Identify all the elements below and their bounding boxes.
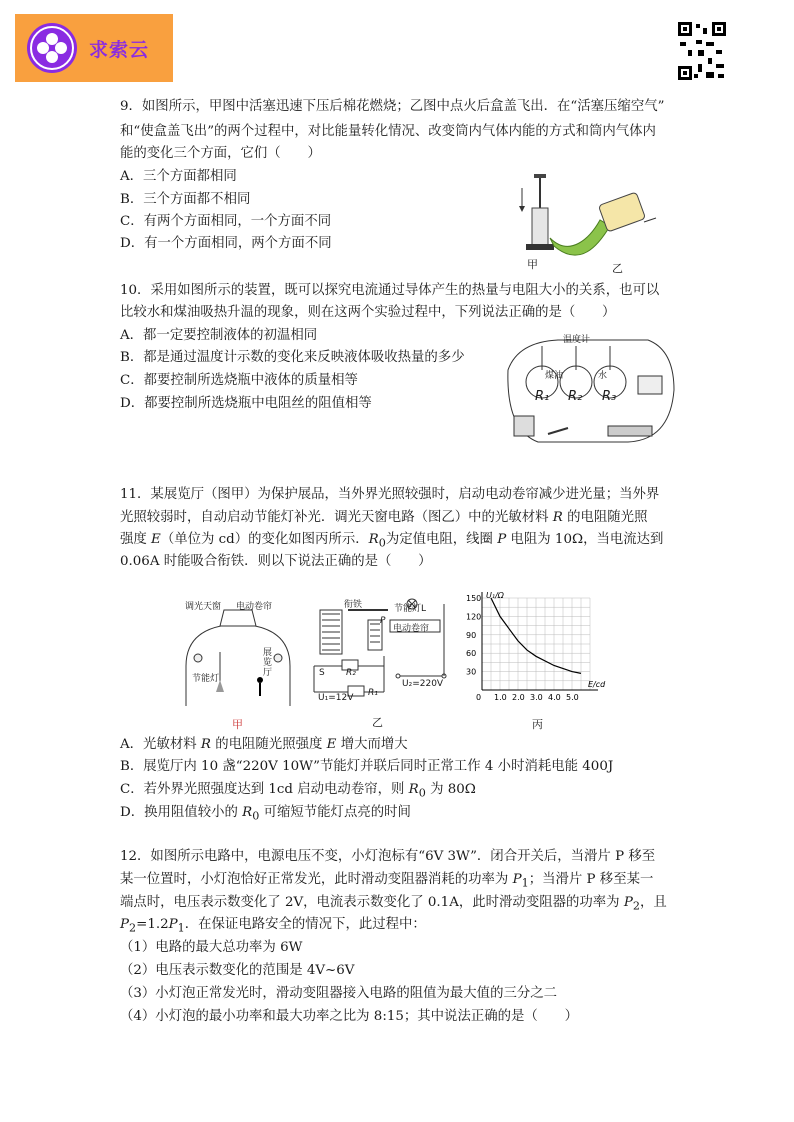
x-tick-label: 3.0: [530, 693, 543, 702]
q9-option-d: D．有一个方面相同，两个方面不同: [120, 236, 332, 251]
q11-yi-u2: U₂=220V: [402, 679, 444, 689]
q12-stem-line2: 某一位置时，小灯泡恰好正常发光，此时滑动变阻器消耗的功率为 $P_1$；当滑片 P 移至某一: [120, 872, 654, 890]
q11-figure-yi: [308, 596, 448, 708]
y-axis-label: U₁/Ω: [486, 591, 504, 600]
q10-option-b: B．都是通过温度计示数的变化来反映液体吸收热量的多少: [120, 350, 465, 365]
q11-chart-bing: [458, 590, 618, 714]
q10-figure: [498, 330, 678, 450]
q11-jia-hall: 展览厅: [263, 648, 273, 678]
q11-yi-armature: 衔铁: [344, 600, 363, 610]
q12-item-2: （2）电压表示数变化的范围是 4V~6V: [120, 963, 355, 978]
x-tick-label: 2.0: [512, 693, 525, 702]
brand-name: 求索云: [89, 39, 150, 61]
q11-option-b: B．展览厅内 10 盏“220V 10W”节能灯并联后同时正常工作 4 小时消耗电能 400J: [120, 759, 614, 774]
q12-stem-line3: 端点时，电压表示数变化了 2V，电流表示数变化了 0.1A，此时滑动变阻器的功率为 $P_2$，且: [120, 895, 667, 913]
q11-jia-curtain: 电动卷帘: [236, 602, 273, 612]
q9-fig-label-jia: 甲: [527, 258, 538, 271]
q11-yi-s: S: [319, 668, 325, 678]
q11-stem-line2: 光照较弱时，自动启动节能灯补光．调光天窗电路（图乙）中的光敏材料 R 的电阻随光照: [120, 510, 648, 525]
q10-stem-line2: 比较水和煤油吸热升温的现象，则在这两个实验过程中，下列说法正确的是（ ）: [120, 305, 616, 320]
q11-yi-lamp: 节能灯L: [394, 604, 427, 614]
x-axis-label: E/cd: [588, 680, 606, 689]
q10-label-thermometer: 温度计: [563, 335, 591, 345]
q10-option-a: A．都一定要控制液体的初温相同: [120, 328, 318, 343]
y-tick-label: 30: [466, 667, 477, 677]
q10-stem-line1: 10．采用如图所示的装置，既可以探究电流通过导体产生的热量与电阻大小的关系，也可以: [120, 283, 660, 298]
y-tick-label: 90: [466, 630, 477, 640]
q11-stem-line4: 0.06A 时能吸合衔铁．则以下说法正确的是（ ）: [120, 554, 432, 569]
q11-option-d: D．换用阻值较小的 $R_0$ 可缩短节能灯点亮的时间: [120, 805, 411, 823]
y-tick-label: 60: [466, 649, 477, 659]
q11-yi-r1: R₁: [368, 688, 378, 698]
q11-yi-u1: U₁=12V: [318, 693, 354, 703]
y-tick-label: 150: [466, 594, 482, 603]
q11-yi-r2: R₂: [346, 668, 356, 678]
q12-item-1: （1）电路的最大总功率为 6W: [120, 940, 303, 955]
q11-jia-skylight: 调光天窗: [185, 602, 222, 612]
logo-icon: [27, 23, 77, 73]
q9-stem-line1: 9．如图所示，甲图中活塞迅速下压后棉花燃烧；乙图中点火后盒盖飞出．在“活塞压缩空气”: [120, 99, 665, 114]
q9-stem-line2: 和“使盒盖飞出”的两个过程中，对比能量转化情况、改变筒内气体内能的方式和筒内气体内: [120, 124, 656, 139]
q11-option-c: C．若外界光照强度达到 1cd 启动电动卷帘，则 $R_0$ 为 80Ω: [120, 782, 476, 800]
x-tick-label: 1.0: [494, 693, 507, 702]
q11-fig-label-bing: 丙: [532, 718, 543, 731]
q9-stem-line3: 能的变化三个方面，它们（ ）: [120, 146, 321, 161]
qr-code-icon: [676, 20, 728, 82]
q12-item-3: （3）小灯泡正常发光时，滑动变阻器接入电路的阻值为最大值的三分之二: [120, 986, 558, 1001]
q10-label-water: 水: [598, 371, 608, 381]
q12-stem-line1: 12．如图所示电路中，电源电压不变，小灯泡标有“6V 3W”．闭合开关后，当滑片 P 移至: [120, 849, 656, 864]
q11-option-a: A．光敏材料 R 的电阻随光照强度 E 增大而增大: [120, 737, 408, 752]
brand-logo: [15, 14, 173, 82]
q11-yi-curtain: 电动卷帘: [393, 624, 430, 634]
q12-stem-line4: $P_2=1.2P_1$．在保证电路安全的情况下，此过程中：: [120, 917, 426, 935]
q11-figure-jia: [176, 596, 300, 708]
q11-fig-label-yi: 乙: [372, 716, 383, 729]
q9-figure: [510, 168, 680, 268]
q10-label-oil: 煤油: [545, 371, 564, 381]
q9-option-a: A．三个方面都相同: [120, 169, 237, 184]
q9-fig-label-yi: 乙: [612, 262, 623, 275]
q11-stem-line1: 11．某展览厅（图甲）为保护展品，当外界光照较强时，启动电动卷帘减少进光量；当外界: [120, 487, 660, 502]
q9-option-c: C．有两个方面相同，一个方面不同: [120, 214, 332, 229]
q11-yi-p: P: [380, 616, 386, 626]
x-tick-label: 4.0: [548, 693, 561, 702]
y-tick-label: 120: [466, 612, 482, 622]
q9-option-b: B．三个方面都不相同: [120, 192, 251, 207]
q10-label-r2: R₂: [568, 389, 583, 404]
x-tick-label: 5.0: [566, 693, 579, 702]
q10-option-d: D．都要控制所选烧瓶中电阻丝的阻值相等: [120, 396, 372, 411]
q10-option-c: C．都要控制所选烧瓶中液体的质量相等: [120, 373, 358, 388]
q11-fig-label-jia: 甲: [232, 718, 243, 731]
x-tick-label: 0: [476, 693, 482, 702]
q12-item-4: （4）小灯泡的最小功率和最大功率之比为 8:15；其中说法正确的是（ ）: [120, 1009, 578, 1024]
q11-stem-line3: 强度 E（单位为 cd）的变化如图丙所示．$R_0$为定值电阻，线圈 P 电阻为 10Ω，当电流达到: [120, 532, 664, 550]
q10-label-r1: R₁: [535, 389, 550, 404]
q10-label-r3: R₃: [602, 389, 617, 404]
q11-jia-lamp: 节能灯: [192, 674, 220, 684]
